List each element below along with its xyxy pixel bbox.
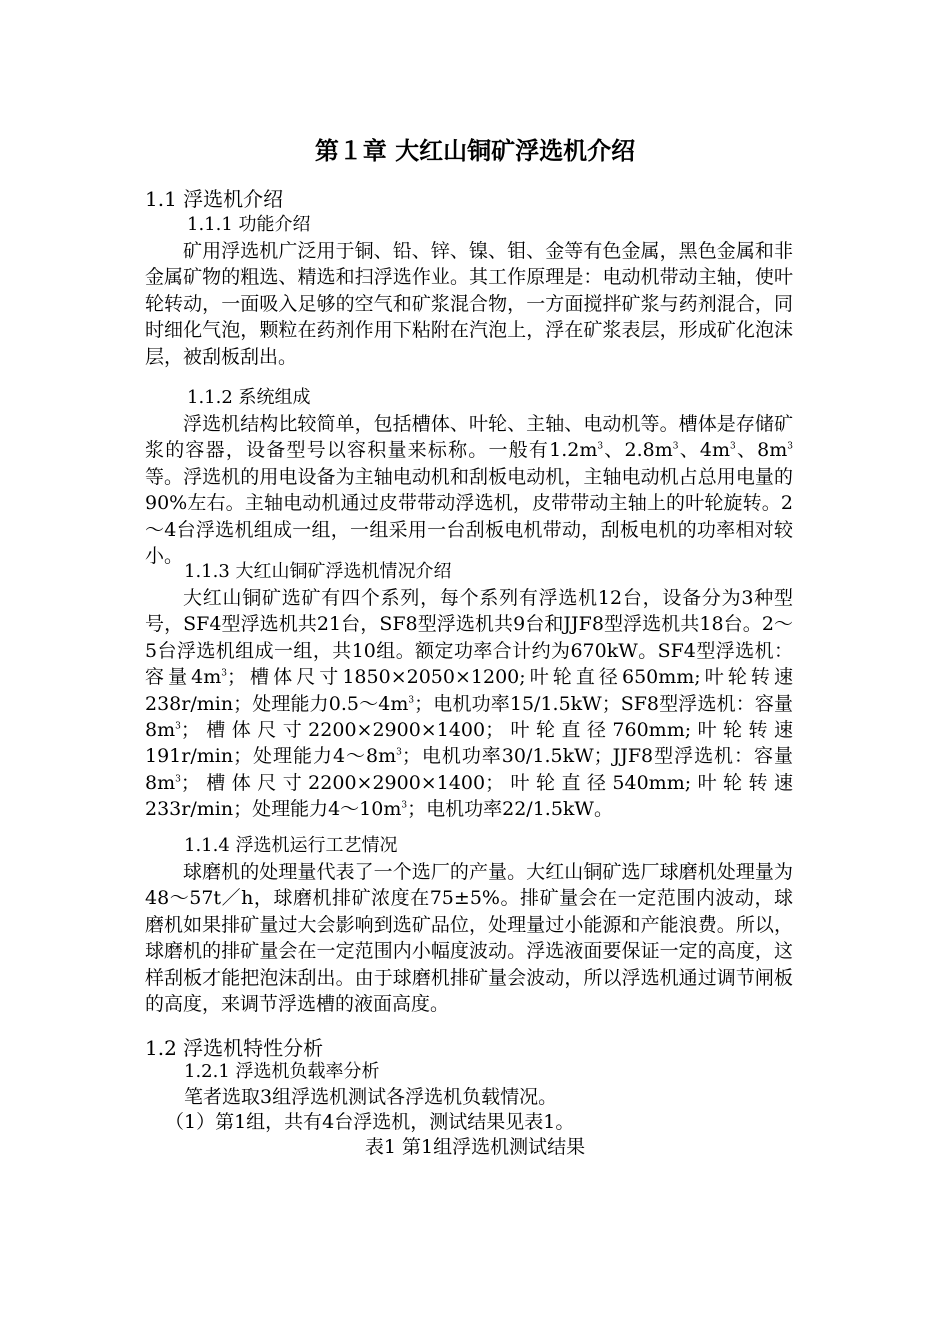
paragraph-process: 球磨机的处理量代表了一个选厂的产量。大红山铜矿选厂球磨机处理量为48～57t／h，球磨机排矿浓度在75±5%。排矿量会在一定范围内波动，球磨机如果排矿量过大会影响到选矿品位，处理量过小能源和产能浪费。所以，球磨机的排矿量会在一定范围内小幅度波动。浮选液面要保证一定的高度，这样刮板才能把泡沫刮出。由于球磨机排矿量会波动，所以浮选机通过调节闸板的高度，来调节浮选槽的液面高度。	[145, 861, 793, 1016]
subsection-heading-1-1-1: 1.1.1 功能介绍	[187, 214, 311, 235]
section-heading-1-2: 1.2 浮选机特性分析	[145, 1036, 324, 1060]
paragraph-system: 浮选机结构比较简单，包括槽体、叶轮、主轴、电动机等。槽体是存储矿浆的容器，设备型号以容积量来标称。一般有$1.2m^3$、$2.8m^3$、$4m^3$、$8m^3$等。浮选机的用电设备为主轴电动机和刮板电动机，主轴电动机占总用电量的90%左右。主轴电动机通过皮带带动浮选机，皮带带动主轴上的叶轮旋转。2～4台浮选机组成一组，一组采用一台刮板电机带动，刮板电机的功率相对较小。	[145, 413, 794, 568]
section-heading-1-1: 1.1 浮选机介绍	[145, 187, 284, 211]
subsection-heading-1-2-1: 1.2.1 浮选机负载率分析	[184, 1061, 380, 1082]
subsection-heading-1-1-2: 1.1.2 系统组成	[187, 387, 311, 408]
subsection-heading-1-1-4: 1.1.4 浮选机运行工艺情况	[184, 835, 398, 856]
chapter-title: 第１章 大红山铜矿浮选机介绍	[314, 137, 636, 165]
subsection-heading-1-1-3: 1.1.3 大红山铜矿浮选机情况介绍	[184, 561, 452, 582]
paragraph-test-intro: 笔者选取3组浮选机测试各浮选机负载情况。	[184, 1086, 558, 1108]
paragraph-function: 矿用浮选机广泛用于铜、铅、锌、镍、钼、金等有色金属，黑色金属和非金属矿物的粗选、精选和扫浮选作业。其工作原理是：电动机带动主轴，使叶轮转动，一面吸入足够的空气和矿浆混合物，一方面搅拌矿浆与药剂混合，同时细化气泡，颗粒在药剂作用下粘附在汽泡上，浮在矿浆表层，形成矿化泡沫层，被刮板刮出。	[145, 240, 793, 368]
table-caption: 表1 第1组浮选机测试结果	[364, 1136, 586, 1158]
paragraph-group-1: （1）第1组，共有4台浮选机，测试结果见表1。	[165, 1111, 575, 1133]
paragraph-equipment: 大红山铜矿选矿有四个系列，每个系列有浮选机12台，设备分为3种型号，SF4型浮选机共21台，SF8型浮选机共9台和JJF8型浮选机共18台。2～5台浮选机组成一组，共10组。额定功率合计约为670kW。SF4型浮选机：容量$4m^3$；槽体尺寸1850×2050×1200;叶轮直径650mm;叶轮转速238r/min；处理能力$0.5\sim 4m^3$；电机功率15/1.5kW；SF8型浮选机：容量$8m^3$；槽体尺寸2200×2900×1400；叶轮直径760mm;叶轮转速191r/min；处理能力$4\sim 8m^3$；电机功率30/1.5kW；JJF8型浮选机：容量$8m^3$；槽体尺寸2200×2900×1400；叶轮直径540mm;叶轮转速233r/min；处理能力$4\sim 10m^3$；电机功率22/1.5kW。	[145, 587, 794, 821]
